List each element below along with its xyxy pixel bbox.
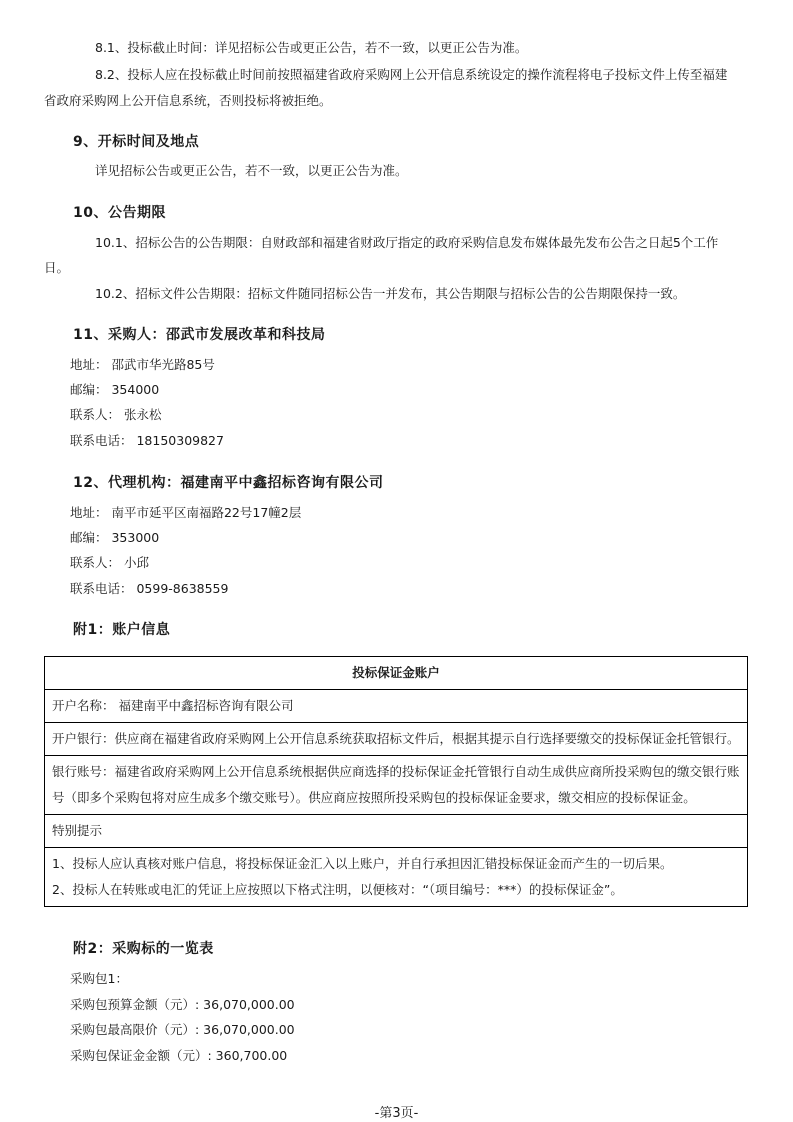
account-name-cell: 开户名称： 福建南平中鑫招标咨询有限公司 [45,690,748,723]
table-row [45,723,748,756]
table-row [45,848,748,907]
package-budget: 采购包预算金额（元）: 36,070,000.00 [70,997,295,1012]
table-title: 投标保证金账户 [45,657,748,690]
appendix-1-heading: 附1：账户信息 [73,622,171,638]
table-row [45,690,748,723]
agency-phone: 联系电话： 0599-8638559 [70,581,229,596]
clause-8-1: 8.1、投标截止时间：详见招标公告或更正公告，若不一致，以更正公告为准。 [95,40,528,55]
package-max-price: 采购包最高限价（元）: 36,070,000.00 [70,1022,295,1037]
account-number-cell: 银行账号：福建省政府采购网上公开信息系统根据供应商选择的投标保证金托管银行自动生成供应商所投采购包的缴交银行账号（即多个采购包将对应生成多个缴交账号）。供应商应按照所投采购包的投标保证金要求，缴交相应的投标保证金。 [45,756,748,815]
clause-10-2: 10.2、招标文件公告期限：招标文件随同招标公告一并发布，其公告期限与招标公告的公告期限保持一致。 [95,286,686,301]
clause-8-2-line1: 8.2、投标人应在投标截止时间前按照福建省政府采购网上公开信息系统设定的操作流程将电子投标文件上传至福建 [95,67,728,82]
table-row [45,657,748,690]
tips-title-cell: 特别提示 [45,815,748,848]
section-10-heading: 10、公告期限 [73,205,166,221]
agency-postcode: 邮编： 353000 [70,530,160,545]
purchaser-address: 地址： 邵武市华光路85号 [70,357,215,372]
page-number: -第3页- [374,1106,419,1121]
package-deposit: 采购包保证金金额（元）: 360,700.00 [70,1048,288,1063]
table-row [45,756,748,815]
agency-contact: 联系人： 小邱 [70,555,149,570]
table-row [45,815,748,848]
appendix-2-heading: 附2：采购标的一览表 [73,941,214,957]
section-9-heading: 9、开标时间及地点 [73,134,200,150]
agency-address: 地址： 南平市延平区南福路22号17幢2层 [70,505,302,520]
section-9-text: 详见招标公告或更正公告，若不一致，以更正公告为准。 [95,163,408,178]
bank-cell: 开户银行：供应商在福建省政府采购网上公开信息系统获取招标文件后，根据其提示自行选择要缴交的投标保证金托管银行。 [45,723,748,756]
purchaser-contact: 联系人： 张永松 [70,407,162,422]
section-12-heading: 12、代理机构：福建南平中鑫招标咨询有限公司 [73,475,384,491]
package-label: 采购包1： [70,971,128,986]
section-11-heading: 11、采购人：邵武市发展改革和科技局 [73,327,326,343]
clause-10-1-line2: 日。 [44,260,70,275]
clause-8-2-line2: 省政府采购网上公开信息系统，否则投标将被拒绝。 [44,93,332,108]
clause-10-1-line1: 10.1、招标公告的公告期限：自财政部和福建省财政厅指定的政府采购信息发布媒体最先发布公告之日起5个工作 [95,235,719,250]
purchaser-postcode: 邮编： 354000 [70,382,160,397]
tip-1: 1、投标人应认真核对账户信息，将投标保证金汇入以上账户，并自行承担因汇错投标保证金而产生的一切后果。 [52,856,673,871]
tips-cell [45,848,748,907]
tip-2: 2、投标人在转账或电汇的凭证上应按照以下格式注明，以便核对：“（项目编号：***）的投标保证金”。 [52,882,623,897]
deposit-account-table [44,656,748,907]
purchaser-phone: 联系电话： 18150309827 [70,433,224,448]
